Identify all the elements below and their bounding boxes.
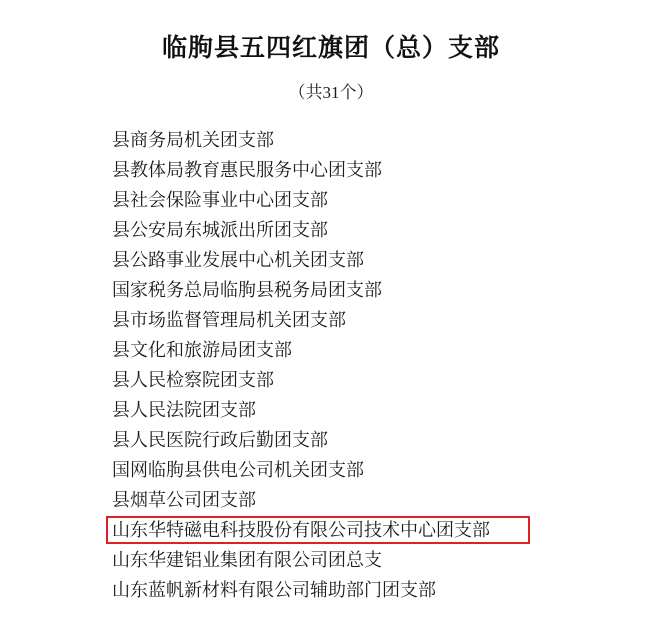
list-item <box>0 575 662 605</box>
list-item-highlighted <box>0 515 662 545</box>
list-item <box>0 185 662 215</box>
list-item-label: 县市场监督管理局机关团支部 <box>112 310 346 330</box>
list-item-label: 县人民检察院团支部 <box>112 370 274 390</box>
list-item <box>0 485 662 515</box>
list-item <box>0 365 662 395</box>
list-item <box>0 275 662 305</box>
list-item-label: 国网临朐县供电公司机关团支部 <box>112 460 364 480</box>
list-item-label: 县人民医院行政后勤团支部 <box>112 430 328 450</box>
list-item-label: 山东华特磁电科技股份有限公司技术中心团支部 <box>112 520 490 540</box>
list-item <box>0 245 662 275</box>
list-item <box>0 335 662 365</box>
list-item-label: 国家税务总局临朐县税务局团支部 <box>112 280 382 300</box>
list-item-label: 县公安局东城派出所团支部 <box>112 220 328 240</box>
list-item <box>0 455 662 485</box>
list-item-label: 县公路事业发展中心机关团支部 <box>112 250 364 270</box>
org-list <box>0 103 662 605</box>
page-subtitle-count: （共31个） <box>288 83 374 102</box>
list-item <box>0 125 662 155</box>
list-item <box>0 215 662 245</box>
list-item <box>0 155 662 185</box>
list-item-label: 县教体局教育惠民服务中心团支部 <box>112 160 382 180</box>
list-item-label: 山东华建铝业集团有限公司团总支 <box>112 550 382 570</box>
list-item-label: 县文化和旅游局团支部 <box>112 340 292 360</box>
list-item <box>0 305 662 335</box>
list-item-label: 县人民法院团支部 <box>112 400 256 420</box>
list-item-label: 县商务局机关团支部 <box>112 130 274 150</box>
list-item-label: 县烟草公司团支部 <box>112 490 256 510</box>
page-title: 临朐县五四红旗团（总）支部 <box>161 35 500 62</box>
list-item <box>0 395 662 425</box>
list-item-label: 山东蓝帆新材料有限公司辅助部门团支部 <box>112 580 436 600</box>
list-item-label: 县社会保险事业中心团支部 <box>112 190 328 210</box>
list-item <box>0 425 662 455</box>
list-item <box>0 545 662 575</box>
